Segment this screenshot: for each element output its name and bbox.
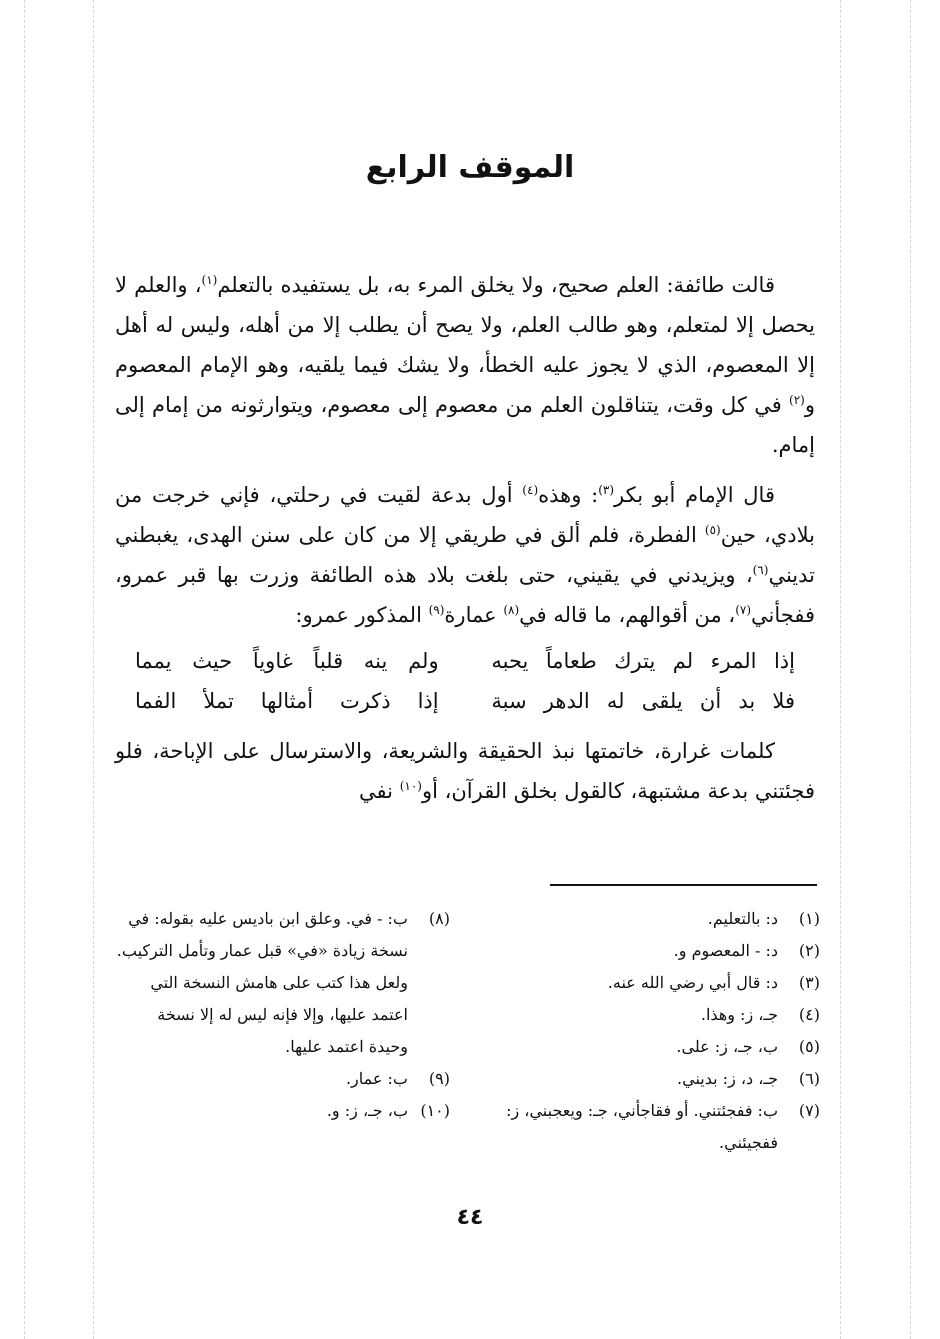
- footnote: (٢) د: - المعصوم و.: [673, 941, 820, 960]
- paragraph-2: قال الإمام أبو بكر$^{(٣)}$: وهذه$^{(٤)}$ أول بدعة لقيت في رحلتي، فإني خرجت من بلادي، حين$^{(٥)}$ الفطرة، فلم ألق في طريقي إلا من كان على سنن الهدى، يغبطني تديني$^{(٦)}$، ويزيدني في يقيني، حتى بلغت بلاد هذه الطائفة وزرت بها قبر عمرو، ففجأني$^{(٧)}$، من أقوالهم، ما قاله في$^{(٨)}$ عمارة$^{(٩)}$ المذكور عمرو:: [115, 483, 815, 627]
- footnote-ref: (١٠): [399, 779, 422, 793]
- footnote: (١٠) ب، جـ، ز: و.: [326, 1101, 450, 1120]
- footnotes: [115, 903, 820, 1159]
- main-text: [115, 265, 815, 811]
- poem-verse: [135, 681, 795, 721]
- scan-grid-line: [840, 0, 841, 1339]
- page-number: ٤٤: [456, 1205, 484, 1230]
- footnote-separator: [550, 884, 817, 886]
- verse-first-hemistich: إذا المرء لم يترك طعاماً يحبه: [491, 649, 795, 673]
- footnote-ref: (٨): [503, 603, 520, 617]
- verse-first-hemistich: فلا بد أن يلقى له الدهر سبة: [491, 689, 795, 713]
- scan-grid-line: [910, 0, 911, 1339]
- footnotes-left-column: [115, 903, 450, 1159]
- scan-grid-line: [93, 0, 94, 1339]
- paragraph-3: كلمات غرارة، خاتمتها نبذ الحقيقة والشريعة، والاسترسال على الإباحة، فلو فجئتني بدعة مشتبهة، كالقول بخلق القرآن، أو$^{(١٠)}$ نفي: [115, 739, 815, 803]
- footnote: (٤) جـ، ز: وهذا.: [700, 1005, 820, 1024]
- verse-second-hemistich: إذا ذكرت أمثالها تملأ الفما: [135, 689, 439, 713]
- verse-second-hemistich: ولم ينه قلباً غاوياً حيث يمما: [135, 649, 439, 673]
- page-title: الموقف الرابع: [365, 150, 575, 185]
- footnote: (٧) ب: ففجئتني. أو فقاجأني، جـ: ويعجبني، ز: ففجيئني.: [506, 1101, 820, 1152]
- footnote-ref: (٤): [522, 483, 539, 497]
- footnote: (٦) جـ، د، ز: بديني.: [677, 1069, 820, 1088]
- scan-grid-line: [24, 0, 25, 1339]
- poem-verse: [135, 641, 795, 681]
- paragraph-1: قالت طائفة: العلم صحيح، ولا يخلق المرء به، بل يستفيده بالتعلم$^{(١)}$، والعلم لا يحصل إلا لمتعلم، وهو طالب العلم، ولا يصح أن يطلب إلا من أهله، وليس له أهل إلا المعصوم، الذي لا يجوز عليه الخطأ، ولا يشك فيما يلقيه، وهو الإمام المعصوم و$^{(٢)}$ في كل وقت، يتناقلون العلم من معصوم إلى معصوم، ويتوارثونه من إمام إلى إمام.: [115, 273, 815, 457]
- footnote-ref: (٧): [735, 603, 752, 617]
- footnote-ref: (٥): [704, 523, 721, 537]
- footnote: (١) د: بالتعليم.: [707, 909, 820, 928]
- footnote: (٩) ب: عمار.: [345, 1069, 450, 1088]
- footnote-ref: (٣): [598, 483, 615, 497]
- footnote: (٥) ب، جـ، ز: على.: [676, 1037, 820, 1056]
- footnotes-right-column: [485, 903, 820, 1159]
- footnote-ref: (٢): [789, 393, 805, 407]
- poem: [115, 641, 815, 721]
- footnote-ref: (١): [201, 273, 218, 287]
- footnote: (٣) د: قال أبي رضي الله عنه.: [607, 973, 820, 992]
- footnote: (٨) ب: - في. وعلق ابن باديس عليه بقوله: في نسخة زيادة «في» قبل عمار وتأمل التركيب. ولعل هذا كتب على هامش النسخة التي اعتمد عليها، وإلا فإنه ليس له إلا نسخة وحيدة اعتمد عليها.: [116, 909, 450, 1056]
- footnote-ref: (٩): [428, 603, 445, 617]
- footnote-ref: (٦): [752, 563, 769, 577]
